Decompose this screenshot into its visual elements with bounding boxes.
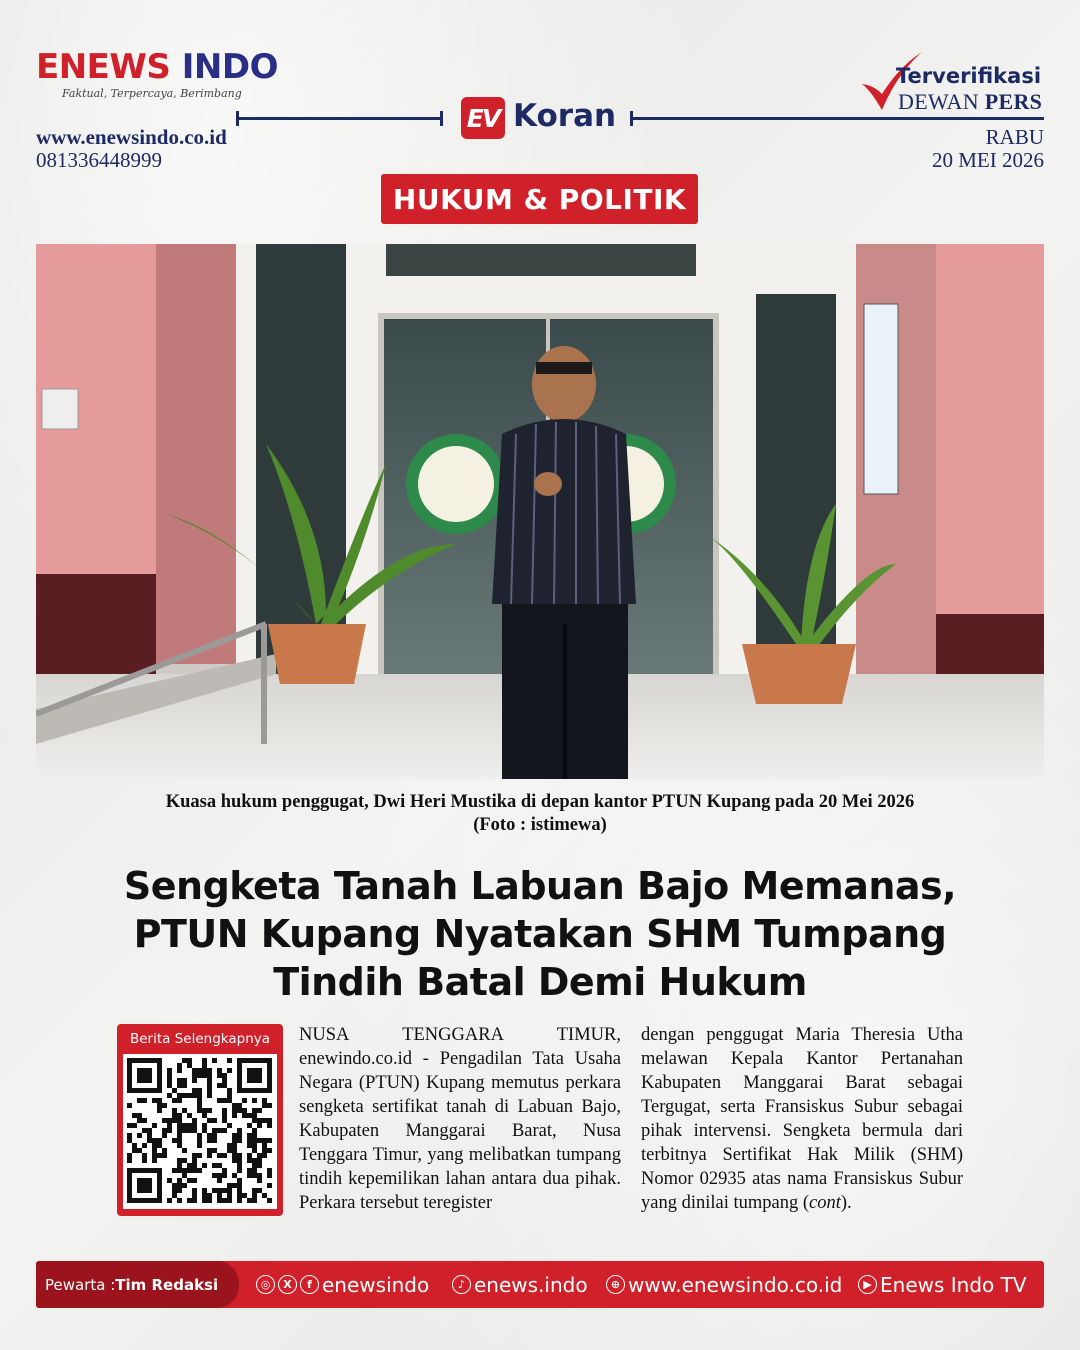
youtube-channel: Enews Indo TV bbox=[880, 1272, 1027, 1297]
caption-line1: Kuasa hukum penggugat, Dwi Heri Mustika di depan kantor PTUN Kupang pada 20 Mei 2026 bbox=[165, 792, 915, 812]
qr-label: Berita Selengkapnya bbox=[129, 1031, 271, 1047]
pewarta-label: Pewarta : bbox=[45, 1275, 116, 1294]
verified-org-2: PERS bbox=[984, 89, 1043, 114]
qr-code-icon bbox=[123, 1054, 277, 1209]
globe-icon: ⊕ bbox=[606, 1275, 625, 1294]
article-column-1: NUSA TENGGARA TIMUR, enewindo.co.id - Pengadilan Tata Usaha Negara (PTUN) Kupang memutus perkara sengketa sertifikat tanah di Labuan Bajo, Kabupaten Manggarai Barat, Nusa Tenggara Timur, yang melibatkan tumpang tindih kepemilikan lahan antara dua pihak. Perkara tersebut teregister bbox=[299, 1025, 621, 1213]
article-headline bbox=[40, 862, 1040, 1006]
youtube-icon: ▶ bbox=[858, 1275, 877, 1294]
header-website[interactable]: www.enewsindo.co.id bbox=[36, 125, 227, 149]
cont-marker: cont bbox=[809, 1193, 841, 1213]
issue-date: 20 MEI 2026 bbox=[932, 148, 1044, 172]
social-handle: enewsindo bbox=[322, 1272, 430, 1297]
pewarta-name: Tim Redaksi bbox=[115, 1275, 219, 1294]
category-badge: HUKUM & POLITIK bbox=[381, 174, 698, 224]
header-rule-cap bbox=[440, 111, 443, 126]
photo-illustration bbox=[36, 244, 1044, 779]
brand-part1: ENEWS bbox=[36, 47, 182, 87]
verified-org bbox=[898, 89, 1042, 115]
x-icon: X bbox=[278, 1275, 297, 1294]
header-rule-right bbox=[632, 117, 1044, 120]
tiktok-handle: enews.indo bbox=[474, 1272, 588, 1297]
column-2-end: ). bbox=[840, 1193, 852, 1213]
ev-logo: EV bbox=[461, 97, 505, 139]
photo-caption bbox=[36, 791, 1044, 837]
headline-line3: Tindih Batal Demi Hukum bbox=[273, 960, 807, 1004]
verified-org-1: DEWAN bbox=[898, 89, 979, 114]
edition-label: Koran bbox=[513, 98, 617, 134]
news-photo bbox=[36, 244, 1044, 779]
youtube-link[interactable] bbox=[858, 1261, 1027, 1308]
website-link[interactable] bbox=[606, 1261, 842, 1308]
qr-code[interactable] bbox=[123, 1054, 277, 1209]
header-phone: 081336448999 bbox=[36, 148, 162, 172]
brand-tagline: Faktual, Terpercaya, Berimbang bbox=[62, 87, 242, 100]
headline-line2: PTUN Kupang Nyatakan SHM Tumpang bbox=[133, 912, 947, 956]
tiktok-link[interactable] bbox=[452, 1261, 588, 1308]
verified-label: Terverifikasi bbox=[896, 64, 1042, 88]
facebook-icon: f bbox=[300, 1275, 319, 1294]
issue-day: RABU bbox=[985, 125, 1044, 149]
header-rule-left bbox=[236, 117, 442, 120]
caption-credit: (Foto : istimewa) bbox=[473, 815, 607, 835]
pewarta-credit bbox=[36, 1261, 239, 1308]
instagram-icon: ◎ bbox=[256, 1275, 275, 1294]
footer-website: www.enewsindo.co.id bbox=[628, 1272, 843, 1297]
brand-part2: INDO bbox=[181, 47, 278, 87]
tiktok-icon: ♪ bbox=[452, 1275, 471, 1294]
brand-logo bbox=[36, 47, 278, 87]
social-handle-link[interactable] bbox=[256, 1261, 429, 1308]
headline-line1: Sengketa Tanah Labuan Bajo Memanas, bbox=[123, 864, 957, 908]
article-column-2 bbox=[641, 1023, 963, 1215]
column-2-text: dengan penggugat Maria Theresia Utha melawan Kepala Kantor Pertanahan Kabupaten Manggarai Barat sebagai Tergugat, serta Fransiskus Subur sebagai pihak intervensi. Sengketa bermula dari terbitnya Sertifikat Hak Milik (SHM) Nomor 02935 atas nama Fransiskus Subur yang dinilai tumpang ( bbox=[641, 1025, 963, 1213]
